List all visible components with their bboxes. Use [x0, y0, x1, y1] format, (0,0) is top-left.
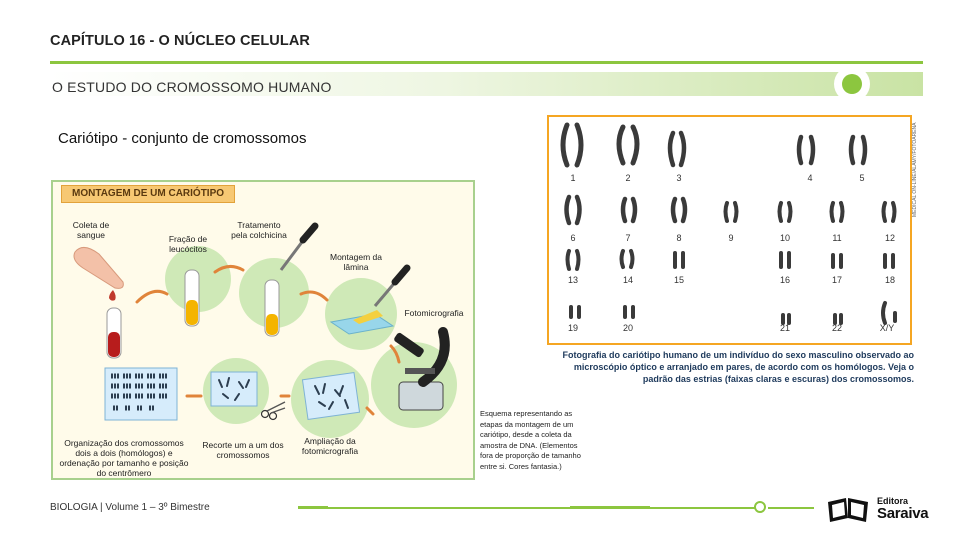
footer-rule-segment [298, 506, 328, 509]
colchicine-tube-icon [265, 280, 279, 336]
chromosome-label-9: 9 [728, 233, 734, 243]
finger-icon [74, 247, 123, 288]
figure-title: MONTAGEM DE UM CARIÓTIPO [61, 185, 235, 203]
publisher-logo-label: Editora [877, 496, 909, 506]
chromosome-label-5: 5 [859, 173, 865, 183]
chromosome-label-18: 18 [884, 275, 895, 285]
chromosome-label-12: 12 [884, 233, 895, 243]
chromosome-label-19: 19 [567, 323, 578, 333]
organized-karyotype-icon [105, 368, 177, 420]
footer-text: BIOLOGIA | Volume 1 – 3º Bimestre [50, 502, 210, 513]
chromosome-label-16: 16 [779, 275, 790, 285]
blood-tube-icon [107, 308, 121, 358]
publisher-logo-name: Saraiva [877, 505, 929, 522]
chromosome-label-6: 6 [570, 233, 576, 243]
karyotype-photo [547, 115, 912, 345]
slide-icon [331, 310, 393, 334]
label-ampliacao: Ampliação da fotomicrografia [301, 436, 359, 456]
photomicrograph-icon [302, 373, 359, 420]
book-logo-icon [826, 496, 872, 522]
chapter-title: CAPÍTULO 16 - O NÚCLEO CELULAR [50, 33, 310, 49]
label-foto: Fotomicrografia [404, 308, 464, 318]
label-coleta: Coleta de sangue [72, 220, 110, 240]
chromosome-label-2: 2 [625, 173, 631, 183]
slide-dropper-icon [375, 268, 407, 306]
footer-rule-highlight [570, 506, 650, 509]
karyotype-chromosomes [549, 117, 910, 343]
label-organizacao: Organização dos cromossomos dois a dois (homólogos) e ordenação por tamanho e posição do centrômero [59, 438, 189, 478]
chromosome-label-3: 3 [676, 173, 682, 183]
section-dot-icon [834, 66, 870, 102]
footer-rule-end [768, 507, 814, 509]
chromosome-label-21: 21 [779, 323, 790, 333]
footer-rule [328, 507, 758, 509]
blood-drop-icon [109, 290, 116, 301]
montage-caption: Esquema representando as etapas da montagem de um cariótipo, desde a coleta da amostra de DNA. (Elementos fora de proporção de tamanho entre si. Cores fantasia.) [480, 409, 581, 471]
section-title: O ESTUDO DO CROMOSSOMO HUMANO [52, 79, 332, 95]
chromosome-label-13: 13 [567, 275, 578, 285]
footer-ring-icon [754, 501, 766, 513]
karyotype-montage-figure [51, 180, 475, 480]
microscope-icon [393, 332, 445, 410]
chromosome-label-8: 8 [676, 233, 682, 243]
chromosome-label-15: 15 [673, 275, 684, 285]
label-montagem: Montagem da lâmina [330, 252, 382, 272]
chromosome-label-14: 14 [622, 275, 633, 285]
label-recorte: Recorte um a um dos cromossomos [202, 440, 284, 460]
slide-subtitle: Cariótipo - conjunto de cromossomos [58, 130, 307, 147]
photo-credit: MEDICAL ON-LINE/ALAMY/FOTOARENA [912, 122, 918, 217]
chromosome-label-7: 7 [625, 233, 631, 243]
chromosome-label-xy: X/Y [879, 323, 895, 333]
label-tratamento: Tratamento pela colchicina [231, 220, 287, 240]
chromosome-label-20: 20 [622, 323, 633, 333]
header-rule [50, 61, 923, 64]
chromosome-label-10: 10 [779, 233, 790, 243]
chromosome-label-1: 1 [570, 173, 576, 183]
chromosome-label-4: 4 [807, 173, 813, 183]
label-fracao: Fração de leucócitos [168, 234, 208, 254]
scissors-icon [262, 402, 286, 420]
leukocyte-tube-icon [185, 270, 199, 326]
chromosome-label-22: 22 [831, 323, 842, 333]
chromosome-label-17: 17 [831, 275, 842, 285]
cutout-chromosomes-icon [211, 372, 257, 406]
karyotype-caption: Fotografia do cariótipo humano de um indivíduo do sexo masculino observado ao microscópio óptico e arranjado em pares, de acordo com os homólogos. Veja o padrão das estrias (faixas claras e escuras) dos cromossomos. [562, 350, 914, 384]
chromosome-label-11: 11 [832, 233, 842, 243]
